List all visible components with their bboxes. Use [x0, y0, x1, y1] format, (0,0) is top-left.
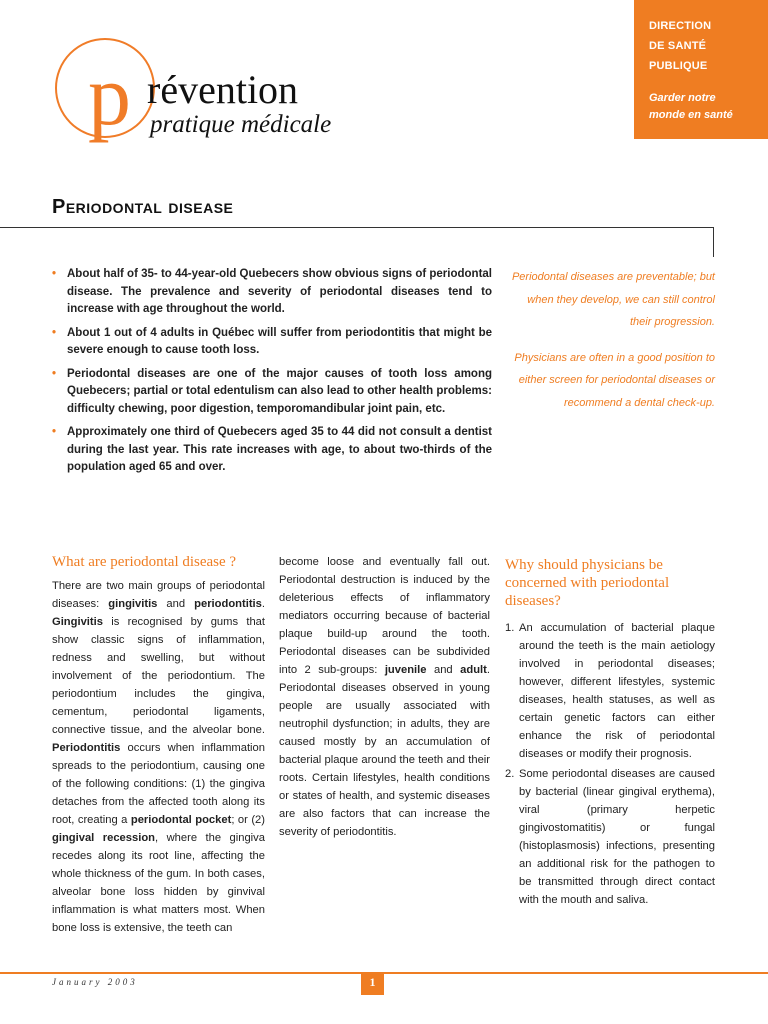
key-fact-text: Periodontal diseases are one of the major causes of tooth loss among Quebecers; partial or total edentulism can also lead to other health problems: difficulty chewing, poor digestion, temporomandibular joint pain, etc. [67, 367, 492, 415]
section-heading-why: Why should physicians be concerned with periodontal diseases? [505, 557, 670, 609]
bullet-icon: • [52, 326, 57, 339]
body-bold: Gingivitis [52, 616, 103, 628]
brand-motto-line: monde en santé [649, 109, 733, 121]
key-fact-text: Approximately one third of Quebecers aged 35 to 44 did not consult a dentist during the last year. This rate increases with age, to about two-thirds of the population aged 65 and over. [67, 426, 492, 473]
key-fact-item [52, 266, 492, 319]
body-bold: adult [460, 664, 487, 676]
key-fact-item [52, 424, 492, 477]
reason-text: An accumulation of bacterial plaque around the teeth is the main aetiology involved in periodontal diseases; however, different lifestyles, systemic diseases, health statuses, as well as certain genetic factors can either enhance the risk of periodontal diseases or modify their prognosis. [519, 622, 715, 760]
key-facts-list [52, 266, 492, 483]
key-fact-text: About half of 35- to 44-year-old Quebecers show obvious signs of periodontal disease. The prevalence and severity of periodontal diseases tend to increase with age throughout the world. [67, 268, 492, 315]
bullet-icon: • [52, 426, 57, 438]
key-fact-text: About 1 out of 4 adults in Québec will suffer from periodontitis that might be severe enough to cause tooth loss. [67, 326, 492, 356]
body-text: become loose and eventually fall out. Periodontal destruction is induced by the deleterious effects of inflammatory mediators occurring because of bacterial plaque build-up around the tooth. Periodontal diseases can be subdivided into 2 sub-groups: [279, 556, 490, 676]
brand-line: DE SANTÉ [649, 40, 707, 52]
brand-box [634, 0, 768, 139]
title-divider [0, 227, 714, 228]
body-bold: Periodontitis [52, 742, 121, 754]
bullet-icon: • [52, 367, 57, 380]
brand-line: PUBLIQUE [649, 60, 708, 72]
body-text: . [261, 598, 265, 610]
section-body-continued [279, 553, 490, 841]
callout-paragraph: Physicians are often in a good position to either screen for periodontal diseases or recommend a dental check-up. [514, 351, 715, 409]
body-text: is recognised by gums that show classic signs of inflammation, redness and swelling, but without involvement of the periodontium. The periodontium includes the gingiva, cementum, periodontal ligaments, connective tissue, and the alveolar bone. [52, 616, 265, 736]
brand-line: DIRECTION [649, 20, 712, 32]
reason-text: Some periodontal diseases are caused by bacterial (linear gingival erythema), viral (primary herpetic gingivostomatitis) or fungal (histoplasmosis) infections, presenting an additional risk for the pathogen to be transmitted through direct contact with the mouth and saliva. [519, 768, 715, 906]
reason-item [505, 765, 715, 909]
callout [505, 266, 715, 427]
body-text: occurs when inflammation spreads to the periodontium, causing one of the following conditions: (1) the gingiva detaches from the affected tooth along its root, creating a [52, 742, 265, 826]
section-body-what [52, 577, 265, 937]
footer-divider [0, 972, 768, 974]
section-heading-what: What are periodontal disease ? [52, 554, 237, 570]
reasons-list [505, 619, 715, 911]
body-text: and [426, 664, 461, 676]
page-title: Periodontal disease [52, 196, 234, 218]
footer-date: January 2003 [52, 977, 138, 987]
page-number: 1 [361, 972, 384, 995]
title-divider-tick [713, 227, 714, 257]
key-fact-item [52, 366, 492, 419]
key-fact-item [52, 325, 492, 360]
reason-number: 2. [505, 768, 515, 780]
logo-subtitle: pratique médicale [150, 111, 332, 138]
body-bold: gingivitis [108, 598, 158, 610]
body-text: and [157, 598, 195, 610]
brand-motto-line: Garder notre [649, 92, 716, 104]
logo-title: révention [147, 67, 299, 112]
brand-motto [649, 90, 758, 124]
body-bold: periodontitis [194, 598, 262, 610]
body-text: . Periodontal diseases observed in young people are usually associated with neutrophil dysfunction; in adults, they are caused mostly by an accumulation of bacterial plaque around the teeth and their roots. Certain lifestyles, health conditions or states of health, and systemic diseases are also factors that can increase the severity of periodontitis. [279, 664, 490, 838]
body-bold: juvenile [384, 664, 427, 676]
body-text: ; or (2) [231, 814, 266, 826]
body-bold: periodontal pocket [130, 814, 232, 826]
body-text: , where the gingiva recedes along its root line, affecting the whole thickness of the gum. In both cases, alveolar bone loss hidden by ginvival inflammation is what matters most. When bone loss is extensive, the teeth can [52, 832, 265, 934]
logo-letter: p [88, 47, 131, 143]
bullet-icon: • [52, 268, 57, 280]
body-bold: gingival recession [52, 832, 155, 844]
reason-number: 1. [505, 622, 515, 634]
reason-item [505, 619, 715, 763]
body-text: There are two main groups of periodontal diseases: [52, 580, 265, 610]
callout-paragraph: Periodontal diseases are preventable; but when they develop, we can still control their progression. [511, 271, 715, 328]
